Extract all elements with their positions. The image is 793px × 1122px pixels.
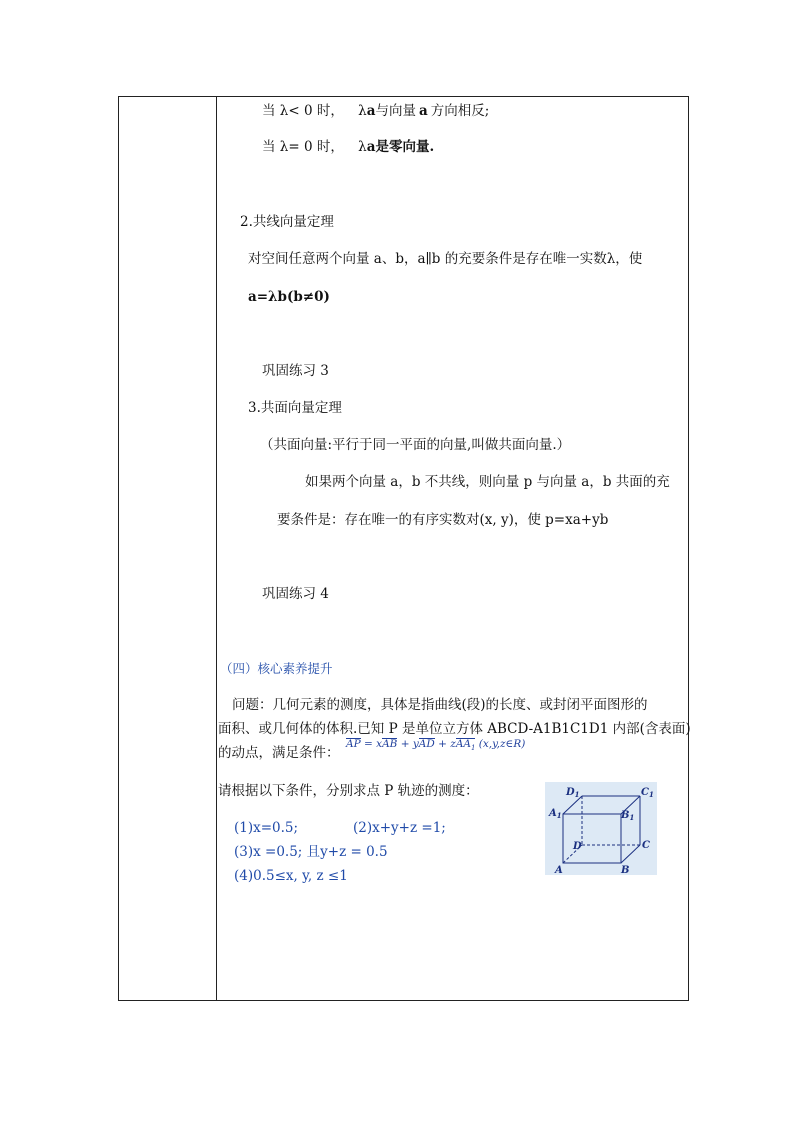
condition-4: (4)0.5≤x, y, z ≤1 bbox=[234, 868, 348, 884]
text: AA bbox=[455, 738, 471, 750]
text: λ bbox=[358, 139, 367, 155]
text: 是零向量. bbox=[375, 139, 435, 155]
vector-ap: AP bbox=[346, 738, 361, 750]
section-2-formula: a=λb(b≠0) bbox=[248, 289, 330, 305]
label-b1: $B_1$ bbox=[621, 810, 635, 822]
label-d1: $D_1$ bbox=[566, 787, 580, 799]
text: 1 bbox=[470, 744, 476, 753]
section-3-body-line2: 要条件是：存在唯一的有序实数对(x, y)，使 p=xa+yb bbox=[277, 512, 609, 528]
section-4-title: （四）核心素养提升 bbox=[220, 661, 333, 676]
label-a: A bbox=[555, 865, 563, 875]
condition-1: (1)x=0.5; bbox=[234, 820, 299, 836]
section-3-title: 3.共面向量定理 bbox=[248, 400, 342, 416]
vector-ad: AD bbox=[418, 738, 435, 750]
problem-line1: 问题：几何元素的测度，具体是指曲线(段)的长度、或封闭平面图形的 bbox=[232, 697, 648, 713]
text: 当 bbox=[262, 139, 276, 155]
label-b: B bbox=[621, 865, 630, 875]
text: a bbox=[366, 103, 376, 119]
problem-line3: 的动点，满足条件： bbox=[218, 745, 340, 761]
text: a bbox=[418, 103, 428, 119]
problem-line2: 面积、或几何体的体积.已知 P 是单位立方体 ABCD-A1B1C1D1 内部(含表面) bbox=[218, 721, 691, 737]
cube-figure bbox=[545, 782, 657, 875]
text: (x,y,z∈R) bbox=[475, 738, 526, 750]
label-c1: $C_1$ bbox=[641, 787, 654, 799]
section-3-body-line1: 如果两个向量 a，b 不共线，则向量 p 与向量 a，b 共面的充 bbox=[305, 474, 670, 490]
text: + z bbox=[434, 738, 456, 750]
text: λ< 0 时， bbox=[279, 103, 344, 119]
section-2-title: 2.共线向量定理 bbox=[240, 214, 334, 230]
vector-condition-formula bbox=[346, 738, 525, 752]
cube-diagram bbox=[545, 782, 657, 875]
label-d: D bbox=[573, 841, 582, 852]
lambda-zero-line bbox=[262, 138, 434, 156]
condition-2: (2)x+y+z =1; bbox=[353, 820, 446, 836]
text: λ bbox=[358, 103, 367, 119]
text: a bbox=[366, 139, 376, 155]
text: = x bbox=[360, 738, 383, 750]
table-column-divider bbox=[216, 96, 217, 1001]
condition-3: (3)x =0.5; 且y+z = 0.5 bbox=[234, 844, 388, 860]
text: 当 bbox=[262, 103, 276, 119]
label-c: C bbox=[642, 840, 650, 851]
section-3-definition: （共面向量:平行于同一平面的向量,叫做共面向量.） bbox=[260, 437, 571, 453]
text: 方向相反; bbox=[430, 103, 490, 119]
request-line: 请根据以下条件，分别求点 P 轨迹的测度： bbox=[218, 783, 479, 799]
section-2-body: 对空间任意两个向量 a、b，a∥b 的充要条件是存在唯一实数λ，使 bbox=[248, 251, 643, 267]
practice-4: 巩固练习 4 bbox=[262, 586, 329, 602]
practice-3: 巩固练习 3 bbox=[262, 363, 329, 379]
text: λ= 0 时， bbox=[279, 139, 344, 155]
vector-ab: AB bbox=[382, 738, 398, 750]
text: + y bbox=[397, 738, 419, 750]
edge-bc bbox=[621, 845, 640, 863]
label-a1: $A_1$ bbox=[549, 808, 562, 820]
text: 与向量 bbox=[375, 103, 416, 119]
front-face bbox=[563, 814, 621, 863]
lambda-negative-line bbox=[262, 102, 489, 120]
vector-aa1 bbox=[456, 738, 476, 752]
